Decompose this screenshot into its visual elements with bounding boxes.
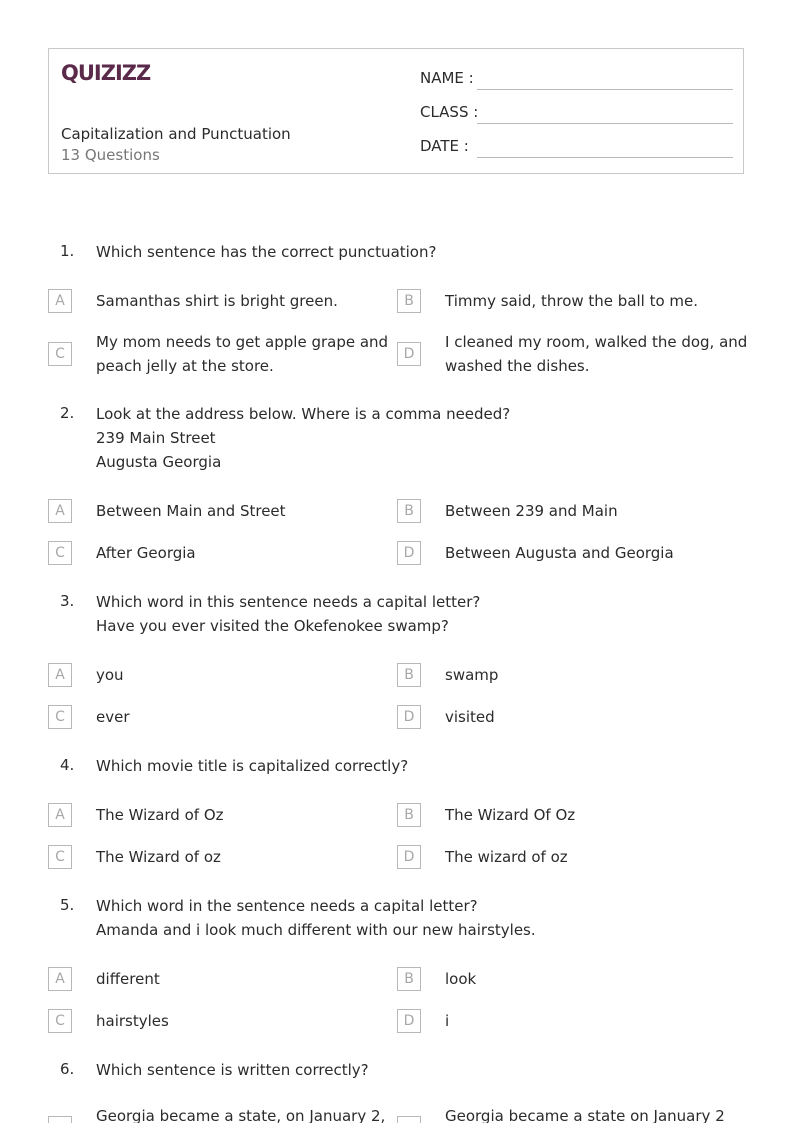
option-line: washed the dishes. xyxy=(445,357,590,375)
quizizz-logo xyxy=(61,57,153,87)
option-line: ever xyxy=(96,708,130,726)
option-text xyxy=(445,845,745,869)
option-text xyxy=(445,289,745,313)
option-text xyxy=(445,330,748,378)
option-box[interactable]: B xyxy=(397,803,421,827)
question-number: 4. xyxy=(60,756,75,774)
option-text xyxy=(96,541,386,565)
option-line: i xyxy=(445,1012,450,1030)
option-box[interactable]: A xyxy=(48,967,72,991)
option-line: swamp xyxy=(445,666,499,684)
option-line: different xyxy=(96,970,160,988)
option-text xyxy=(445,967,745,991)
option-box[interactable]: C xyxy=(48,541,72,565)
option-box[interactable]: C xyxy=(48,342,72,366)
option-box[interactable] xyxy=(397,1116,421,1123)
option-box[interactable]: B xyxy=(397,289,421,313)
question-line: Augusta Georgia xyxy=(96,453,222,471)
option-line: Georgia became a state on January 2 xyxy=(445,1107,725,1123)
option-text xyxy=(445,705,745,729)
question-text xyxy=(96,1058,736,1082)
option-text xyxy=(96,803,386,827)
option-box[interactable]: D xyxy=(397,1009,421,1033)
option-box[interactable]: C xyxy=(48,705,72,729)
class-field-line[interactable] xyxy=(477,123,733,124)
question-line: Which sentence is written correctly? xyxy=(96,1061,369,1079)
question-line: Amanda and i look much different with our new hairstyles. xyxy=(96,921,536,939)
question-line: Have you ever visited the Okefenokee swamp? xyxy=(96,617,449,635)
option-box[interactable]: A xyxy=(48,289,72,313)
question-line: Which sentence has the correct punctuation? xyxy=(96,243,437,261)
option-text xyxy=(96,967,386,991)
date-label: DATE : xyxy=(420,137,469,155)
question-number: 5. xyxy=(60,896,75,914)
option-box[interactable]: D xyxy=(397,342,421,366)
question-line: Look at the address below. Where is a comma needed? xyxy=(96,405,511,423)
question-line: Which movie title is capitalized correctly? xyxy=(96,757,409,775)
option-text xyxy=(96,499,386,523)
option-text xyxy=(96,845,386,869)
question-number: 6. xyxy=(60,1060,75,1078)
option-line: Between Augusta and Georgia xyxy=(445,544,674,562)
option-line: hairstyles xyxy=(96,1012,169,1030)
option-box[interactable]: B xyxy=(397,663,421,687)
option-line: peach jelly at the store. xyxy=(96,357,274,375)
option-line: Between Main and Street xyxy=(96,502,286,520)
option-line: Samanthas shirt is bright green. xyxy=(96,292,338,310)
question-text xyxy=(96,590,736,638)
option-line: The Wizard of Oz xyxy=(96,806,224,824)
worksheet-header xyxy=(48,48,744,174)
option-line: After Georgia xyxy=(96,544,196,562)
option-box[interactable]: B xyxy=(397,499,421,523)
option-line: The Wizard Of Oz xyxy=(445,806,576,824)
class-label: CLASS : xyxy=(420,103,479,121)
question-count: 13 Questions xyxy=(61,146,160,164)
option-text xyxy=(96,1104,386,1123)
option-text xyxy=(96,289,386,313)
option-text xyxy=(445,1104,745,1123)
option-line: The wizard of oz xyxy=(445,848,568,866)
option-box[interactable]: D xyxy=(397,705,421,729)
question-line: 239 Main Street xyxy=(96,429,216,447)
option-line: you xyxy=(96,666,124,684)
option-line: Georgia became a state, on January 2, xyxy=(96,1107,386,1123)
option-box[interactable]: A xyxy=(48,803,72,827)
option-line: visited xyxy=(445,708,495,726)
question-text xyxy=(96,402,736,474)
option-text xyxy=(445,803,745,827)
logo-text: QUIZIZZ xyxy=(61,61,151,85)
question-line: Which word in this sentence needs a capital letter? xyxy=(96,593,481,611)
option-text xyxy=(96,1009,386,1033)
option-box[interactable]: C xyxy=(48,1009,72,1033)
option-line: look xyxy=(445,970,477,988)
option-line: My mom needs to get apple grape and xyxy=(96,333,389,351)
option-text xyxy=(445,499,745,523)
option-box[interactable]: C xyxy=(48,845,72,869)
question-line: Which word in the sentence needs a capital letter? xyxy=(96,897,478,915)
option-box[interactable]: A xyxy=(48,499,72,523)
option-text xyxy=(96,330,389,378)
option-line: I cleaned my room, walked the dog, and xyxy=(445,333,748,351)
option-text xyxy=(445,663,745,687)
question-text xyxy=(96,240,736,264)
worksheet-title: Capitalization and Punctuation xyxy=(61,125,291,143)
option-text xyxy=(96,705,386,729)
question-number: 1. xyxy=(60,242,75,260)
option-text xyxy=(445,1009,745,1033)
name-label: NAME : xyxy=(420,69,474,87)
option-line: The Wizard of oz xyxy=(96,848,221,866)
option-box[interactable]: D xyxy=(397,845,421,869)
option-box[interactable]: B xyxy=(397,967,421,991)
option-box[interactable]: A xyxy=(48,663,72,687)
option-box[interactable]: D xyxy=(397,541,421,565)
option-box[interactable] xyxy=(48,1116,72,1123)
option-text xyxy=(445,541,745,565)
question-text xyxy=(96,754,736,778)
question-text xyxy=(96,894,736,942)
option-line: Timmy said, throw the ball to me. xyxy=(445,292,699,310)
question-number: 3. xyxy=(60,592,75,610)
date-field-line[interactable] xyxy=(477,157,733,158)
option-text xyxy=(96,663,386,687)
question-number: 2. xyxy=(60,404,75,422)
option-line: Between 239 and Main xyxy=(445,502,618,520)
name-field-line[interactable] xyxy=(477,89,733,90)
